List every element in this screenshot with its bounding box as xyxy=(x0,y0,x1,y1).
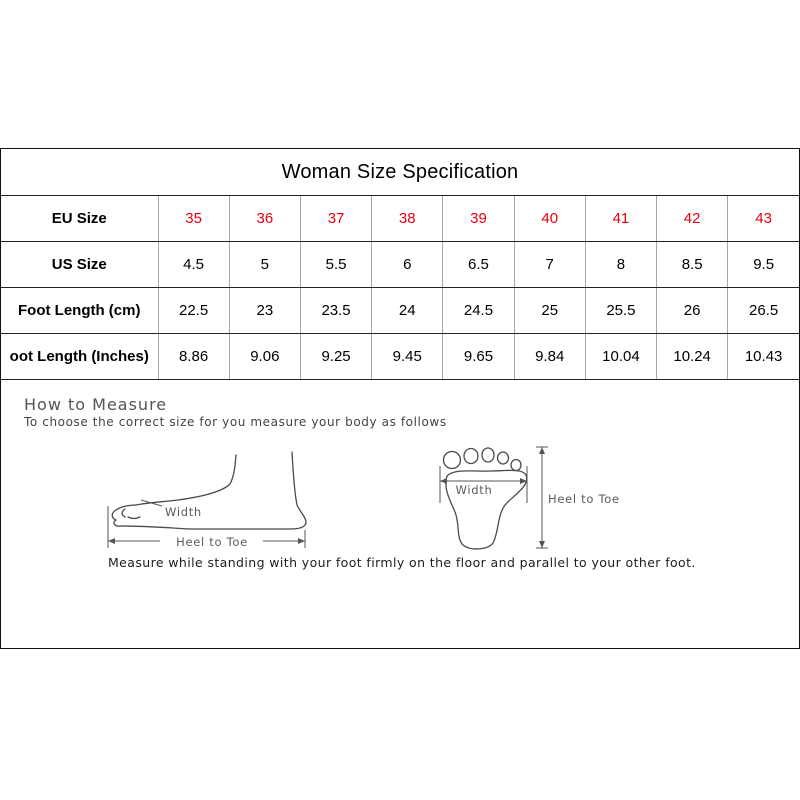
guide-heading: How to Measure xyxy=(24,395,168,414)
sole-length-label: Heel to Toe xyxy=(548,492,620,506)
us-size-value: 7 xyxy=(514,242,585,288)
sole-width-arrow-left xyxy=(440,478,447,484)
foot-length-cm-value: 25.5 xyxy=(585,288,656,334)
us-size-value: 9.5 xyxy=(728,242,799,288)
foot-side-illustration xyxy=(108,452,306,549)
size-row-foot-length-inches xyxy=(1,334,799,380)
foot-side-front-outline xyxy=(136,455,236,505)
sole-length-arrow-top xyxy=(539,447,545,454)
foot-side-heel-sole-outline xyxy=(121,452,306,529)
us-size-value: 5 xyxy=(229,242,300,288)
foot-side-width-marker xyxy=(141,500,162,506)
eu-size-value: 37 xyxy=(300,196,371,242)
eu-size-value: 41 xyxy=(585,196,656,242)
foot-length-cm-value: 23 xyxy=(229,288,300,334)
little-toe xyxy=(511,460,521,471)
foot-length-cm-value: 22.5 xyxy=(158,288,229,334)
foot-length-cm-value: 26 xyxy=(657,288,728,334)
eu-size-value: 42 xyxy=(657,196,728,242)
second-toe xyxy=(464,449,478,464)
foot-length-inches-label: oot Length (Inches) xyxy=(1,334,158,380)
eu-size-value: 35 xyxy=(158,196,229,242)
guide-caption: Measure while standing with your foot firmly on the floor and parallel to your other foot. xyxy=(108,555,696,570)
foot-length-inches-value: 10.24 xyxy=(657,334,728,380)
foot-length-inches-value: 9.45 xyxy=(372,334,443,380)
foot-length-inches-value: 9.25 xyxy=(300,334,371,380)
measure-guide xyxy=(1,380,799,648)
us-size-value: 8 xyxy=(585,242,656,288)
us-size-value: 6.5 xyxy=(443,242,514,288)
guide-subheading: To choose the correct size for you measure your body as follows xyxy=(24,415,447,429)
sole-width-label: Width xyxy=(455,483,493,497)
foot-length-inches-value: 10.04 xyxy=(585,334,656,380)
eu-size-value: 43 xyxy=(728,196,799,242)
foot-length-cm-value: 23.5 xyxy=(300,288,371,334)
size-row-us xyxy=(1,242,799,288)
size-row-eu xyxy=(1,196,799,242)
foot-length-cm-value: 25 xyxy=(514,288,585,334)
foot-side-toe-detail xyxy=(122,509,140,519)
eu-size-value: 40 xyxy=(514,196,585,242)
foot-length-cm-label: Foot Length (cm) xyxy=(1,288,158,334)
foot-side-width-label: Width xyxy=(165,505,202,519)
us-size-label: US Size xyxy=(1,242,158,288)
size-table xyxy=(1,196,799,380)
foot-length-inches-value: 10.43 xyxy=(728,334,799,380)
eu-size-value: 38 xyxy=(372,196,443,242)
us-size-value: 5.5 xyxy=(300,242,371,288)
foot-length-inches-value: 8.86 xyxy=(158,334,229,380)
foot-sole-illustration xyxy=(440,447,620,549)
eu-size-label: EU Size xyxy=(1,196,158,242)
big-toe xyxy=(444,452,461,469)
size-row-foot-length-cm xyxy=(1,288,799,334)
eu-size-value: 39 xyxy=(443,196,514,242)
fourth-toe xyxy=(498,452,509,464)
foot-side-length-arrow-right xyxy=(298,538,305,544)
foot-length-cm-value: 24 xyxy=(372,288,443,334)
eu-size-value: 36 xyxy=(229,196,300,242)
foot-length-cm-value: 24.5 xyxy=(443,288,514,334)
page-title: Woman Size Specification xyxy=(1,149,799,196)
size-chart-frame xyxy=(0,148,800,649)
foot-length-cm-value: 26.5 xyxy=(728,288,799,334)
foot-side-toes xyxy=(112,505,136,526)
us-size-value: 8.5 xyxy=(657,242,728,288)
foot-length-inches-value: 9.84 xyxy=(514,334,585,380)
sole-length-dimension xyxy=(536,447,548,548)
foot-side-length-arrow-left xyxy=(108,538,115,544)
foot-measurement-illustrations xyxy=(1,380,799,648)
foot-length-inches-value: 9.65 xyxy=(443,334,514,380)
foot-length-inches-value: 9.06 xyxy=(229,334,300,380)
us-size-value: 6 xyxy=(372,242,443,288)
sole-length-arrow-bottom xyxy=(539,541,545,548)
us-size-value: 4.5 xyxy=(158,242,229,288)
third-toe xyxy=(482,448,494,462)
foot-side-length-label: Heel to Toe xyxy=(176,535,248,549)
